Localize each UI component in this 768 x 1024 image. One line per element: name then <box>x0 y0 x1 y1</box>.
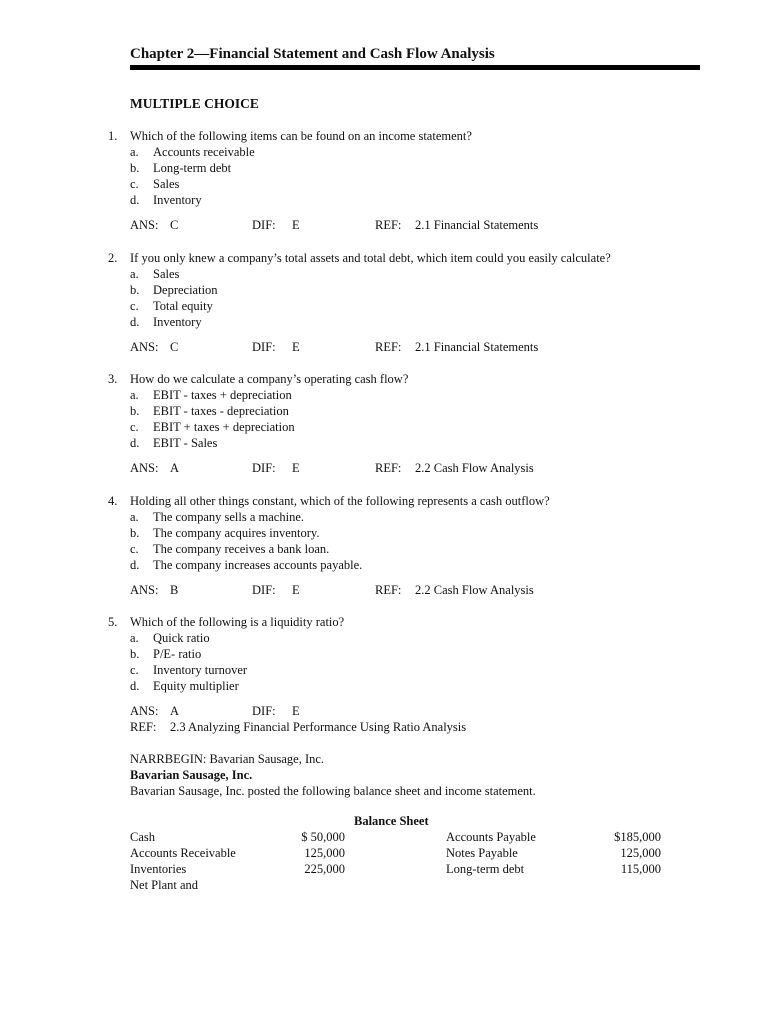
option-text: The company increases accounts payable. <box>153 558 363 572</box>
option-letter: c. <box>130 542 139 556</box>
ans-label: ANS: <box>130 340 159 354</box>
option-text: EBIT + taxes + depreciation <box>153 420 295 434</box>
option-text: The company acquires inventory. <box>153 526 320 540</box>
option-letter: d. <box>130 315 140 329</box>
dif-label: DIF: <box>252 704 276 718</box>
option-letter: d. <box>130 558 140 572</box>
option-text: Inventory <box>153 315 202 329</box>
balance-sheet-row <box>130 878 670 894</box>
reference-value: 2.2 Cash Flow Analysis <box>415 461 534 475</box>
option-text: Inventory <box>153 193 202 207</box>
option-text: Inventory turnover <box>153 663 248 677</box>
dif-label: DIF: <box>252 218 276 232</box>
liability-value: 115,000 <box>620 862 661 876</box>
balance-sheet-row <box>130 846 670 862</box>
option-text: EBIT - taxes + depreciation <box>153 388 292 402</box>
option-letter: a. <box>130 631 139 645</box>
ref-label: REF: <box>130 720 157 734</box>
option-letter: d. <box>130 679 140 693</box>
question-number: 2. <box>108 251 118 265</box>
section-title: MULTIPLE CHOICE <box>130 96 259 111</box>
title-rule <box>130 65 700 70</box>
answer-value: C <box>170 340 179 354</box>
option-letter: d. <box>130 193 140 207</box>
question-number: 3. <box>108 372 118 386</box>
answer-value: A <box>170 461 180 475</box>
liability-label: Accounts Payable <box>446 830 536 844</box>
option-text: EBIT - Sales <box>153 436 218 450</box>
option-text: Sales <box>153 267 180 281</box>
question-2 <box>108 250 698 360</box>
narrative-description: Bavarian Sausage, Inc. posted the following balance sheet and income statement. <box>130 784 536 798</box>
asset-value: 125,000 <box>304 846 345 860</box>
question-number: 4. <box>108 494 118 508</box>
question-3 <box>108 371 698 481</box>
asset-label: Net Plant and <box>130 878 199 892</box>
question-5 <box>108 614 698 734</box>
dif-label: DIF: <box>252 583 276 597</box>
ans-label: ANS: <box>130 583 159 597</box>
narrative-title: Bavarian Sausage, Inc. <box>130 768 253 782</box>
liability-label: Notes Payable <box>446 846 518 860</box>
ref-label: REF: <box>375 461 402 475</box>
dif-label: DIF: <box>252 340 276 354</box>
option-letter: c. <box>130 663 139 677</box>
option-letter: a. <box>130 145 139 159</box>
question-stem: Which of the following items can be found on an income statement? <box>130 129 472 143</box>
question-stem: How do we calculate a company’s operating cash flow? <box>130 372 409 386</box>
option-text: Total equity <box>153 299 213 313</box>
difficulty-value: E <box>292 218 300 232</box>
question-number: 5. <box>108 615 118 629</box>
option-letter: d. <box>130 436 140 450</box>
option-text: Sales <box>153 177 180 191</box>
option-letter: b. <box>130 647 140 661</box>
option-letter: b. <box>130 526 140 540</box>
asset-label: Accounts Receivable <box>130 846 236 860</box>
option-letter: a. <box>130 510 139 524</box>
ref-label: REF: <box>375 340 402 354</box>
balance-sheet-title: Balance Sheet <box>354 814 429 828</box>
option-text: Depreciation <box>153 283 218 297</box>
asset-label: Cash <box>130 830 155 844</box>
balance-sheet-row <box>130 830 670 846</box>
question-1 <box>108 128 698 238</box>
option-text: The company receives a bank loan. <box>153 542 330 556</box>
asset-value: $ 50,000 <box>301 830 345 844</box>
reference-value: 2.1 Financial Statements <box>415 340 539 354</box>
ans-label: ANS: <box>130 218 159 232</box>
question-number: 1. <box>108 129 118 143</box>
option-text: Long-term debt <box>153 161 232 175</box>
dif-label: DIF: <box>252 461 276 475</box>
balance-sheet-row <box>130 862 670 878</box>
option-letter: a. <box>130 388 139 402</box>
ref-label: REF: <box>375 218 402 232</box>
option-letter: b. <box>130 283 140 297</box>
answer-value: C <box>170 218 179 232</box>
asset-label: Inventories <box>130 862 187 876</box>
reference-value: 2.2 Cash Flow Analysis <box>415 583 534 597</box>
difficulty-value: E <box>292 704 300 718</box>
question-stem: If you only knew a company’s total assets and total debt, which item could you easily calculate? <box>130 251 611 265</box>
option-text: P/E- ratio <box>153 647 202 661</box>
liability-label: Long-term debt <box>446 862 525 876</box>
option-letter: a. <box>130 267 139 281</box>
difficulty-value: E <box>292 461 300 475</box>
answer-value: B <box>170 583 179 597</box>
liability-value: 125,000 <box>620 846 661 860</box>
difficulty-value: E <box>292 340 300 354</box>
question-4 <box>108 493 698 603</box>
option-letter: c. <box>130 420 139 434</box>
option-letter: c. <box>130 177 139 191</box>
question-stem: Holding all other things constant, which of the following represents a cash outflow? <box>130 494 550 508</box>
reference-value: 2.1 Financial Statements <box>415 218 539 232</box>
liability-value: $185,000 <box>614 830 661 844</box>
option-text: The company sells a machine. <box>153 510 304 524</box>
option-text: Accounts receivable <box>153 145 255 159</box>
ans-label: ANS: <box>130 704 159 718</box>
asset-value: 225,000 <box>304 862 345 876</box>
option-text: Equity multiplier <box>153 679 239 693</box>
answer-value: A <box>170 704 180 718</box>
option-letter: b. <box>130 404 140 418</box>
option-letter: b. <box>130 161 140 175</box>
option-text: Quick ratio <box>153 631 210 645</box>
option-text: EBIT - taxes - depreciation <box>153 404 289 418</box>
ans-label: ANS: <box>130 461 159 475</box>
difficulty-value: E <box>292 583 300 597</box>
reference-value: 2.3 Analyzing Financial Performance Using Ratio Analysis <box>170 720 467 734</box>
question-stem: Which of the following is a liquidity ratio? <box>130 615 345 629</box>
chapter-title: Chapter 2—Financial Statement and Cash Flow Analysis <box>130 46 495 62</box>
narrative-begin: NARRBEGIN: Bavarian Sausage, Inc. <box>130 752 325 766</box>
option-letter: c. <box>130 299 139 313</box>
ref-label: REF: <box>375 583 402 597</box>
